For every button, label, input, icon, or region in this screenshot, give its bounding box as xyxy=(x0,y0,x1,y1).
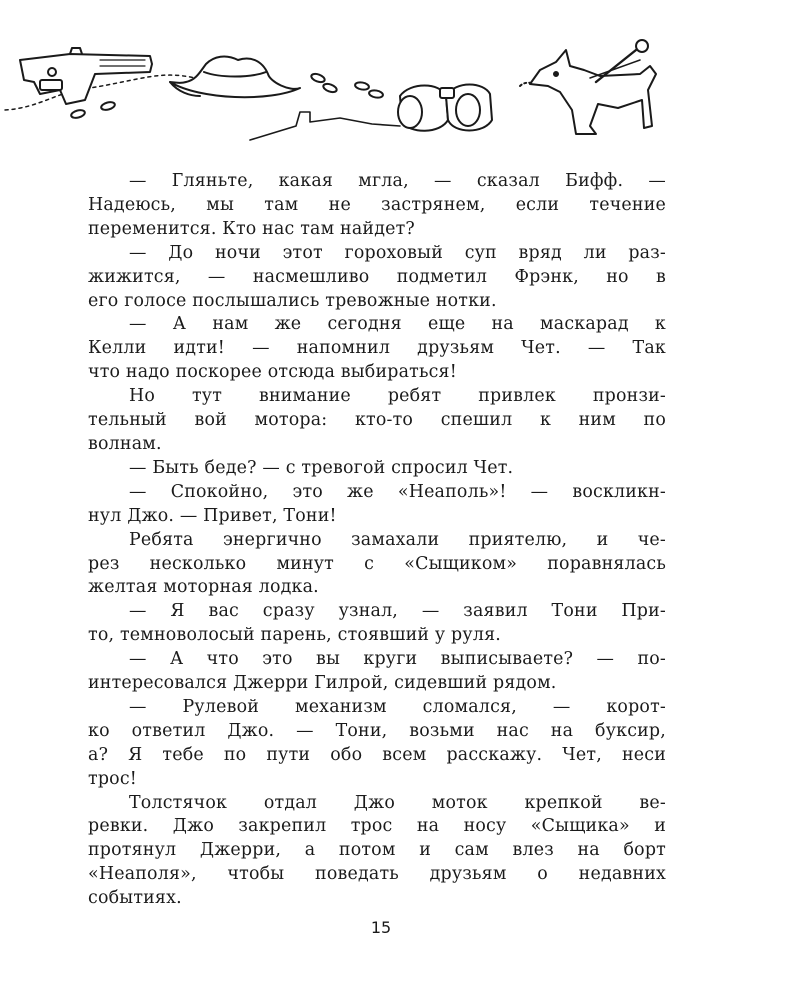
text-line: — Гляньте, какая мгла, — сказал Бифф. — xyxy=(129,171,666,191)
paragraph xyxy=(88,242,666,314)
text-line: Келли идти! — напомнил друзьям Чет. — Так xyxy=(88,338,666,359)
text-line: волнам. xyxy=(88,433,162,454)
text-line: — Рулевой механизм сломался, — корот- xyxy=(129,696,666,717)
paragraph xyxy=(88,481,666,529)
paragraph xyxy=(88,529,666,601)
text-line: — Я вас сразу узнал, — заявил Тони При- xyxy=(129,601,666,622)
paragraph xyxy=(88,385,666,457)
text-line: событиях. xyxy=(88,888,182,909)
binoculars-icon xyxy=(398,85,492,131)
text-line: трос! xyxy=(88,768,137,789)
text-line: то, темноволосый парень, стоявший у руля. xyxy=(88,625,501,646)
text-line: Ребята энергично замахали приятелю, и че- xyxy=(129,529,666,550)
header-illustration xyxy=(0,30,800,150)
text-line: а? Я тебе по пути обо всем расскажу. Чет, неси xyxy=(88,744,666,765)
text-line: жижится, — насмешливо подметил Фрэнк, но в xyxy=(88,266,666,287)
dog-icon xyxy=(520,50,656,134)
paragraph xyxy=(88,792,666,912)
text-line: его голосе послышались тревожные нотки. xyxy=(88,290,497,311)
pistol-icon xyxy=(20,48,152,104)
body-text xyxy=(88,170,666,911)
text-line: — А нам же сегодня еще на маскарад к xyxy=(129,314,666,335)
text-line: нул Джо. — Привет, Тони! xyxy=(88,505,337,526)
text-line: — А что это вы круги выписываете? — по- xyxy=(129,649,666,670)
text-line: Надеюсь, мы там не застрянем, если течение xyxy=(88,194,666,215)
page-number: 15 xyxy=(370,918,392,937)
paragraph xyxy=(88,457,666,481)
paragraph xyxy=(88,696,666,792)
text-line: «Неаполя», чтобы поведать друзьям о недавних xyxy=(88,864,666,885)
paragraph xyxy=(88,170,666,242)
paragraph xyxy=(88,600,666,648)
paragraph xyxy=(88,313,666,385)
text-line: — Быть беде? — с тревогой спросил Чет. xyxy=(129,457,514,478)
text-line: — Спокойно, это же «Неаполь»! — воскликн- xyxy=(129,481,666,502)
text-line: желтая моторная лодка. xyxy=(88,577,319,598)
text-line: ко ответил Джо. — Тони, возьми нас на буксир, xyxy=(88,720,666,741)
text-line: протянул Джерри, а потом и сам влез на борт xyxy=(88,840,666,861)
text-line: что надо поскорее отсюда выбираться! xyxy=(88,362,457,383)
text-line: переменится. Кто нас там найдет? xyxy=(88,218,415,239)
paragraph xyxy=(88,648,666,696)
text-line: ревки. Джо закрепил трос на носу «Сыщика» и xyxy=(88,816,666,837)
text-line: тельный вой мотора: кто-то спешил к ним по xyxy=(88,410,666,431)
text-line: Но тут внимание ребят привлек пронзи- xyxy=(129,386,666,407)
text-line: — До ночи этот гороховый суп вряд ли раз- xyxy=(129,242,666,263)
text-line: рез несколько минут с «Сыщиком» поравнялась xyxy=(88,553,666,574)
text-line: интересовался Джерри Гилрой, сидевший рядом. xyxy=(88,673,557,694)
text-line: Толстячок отдал Джо моток крепкой ве- xyxy=(129,792,666,813)
